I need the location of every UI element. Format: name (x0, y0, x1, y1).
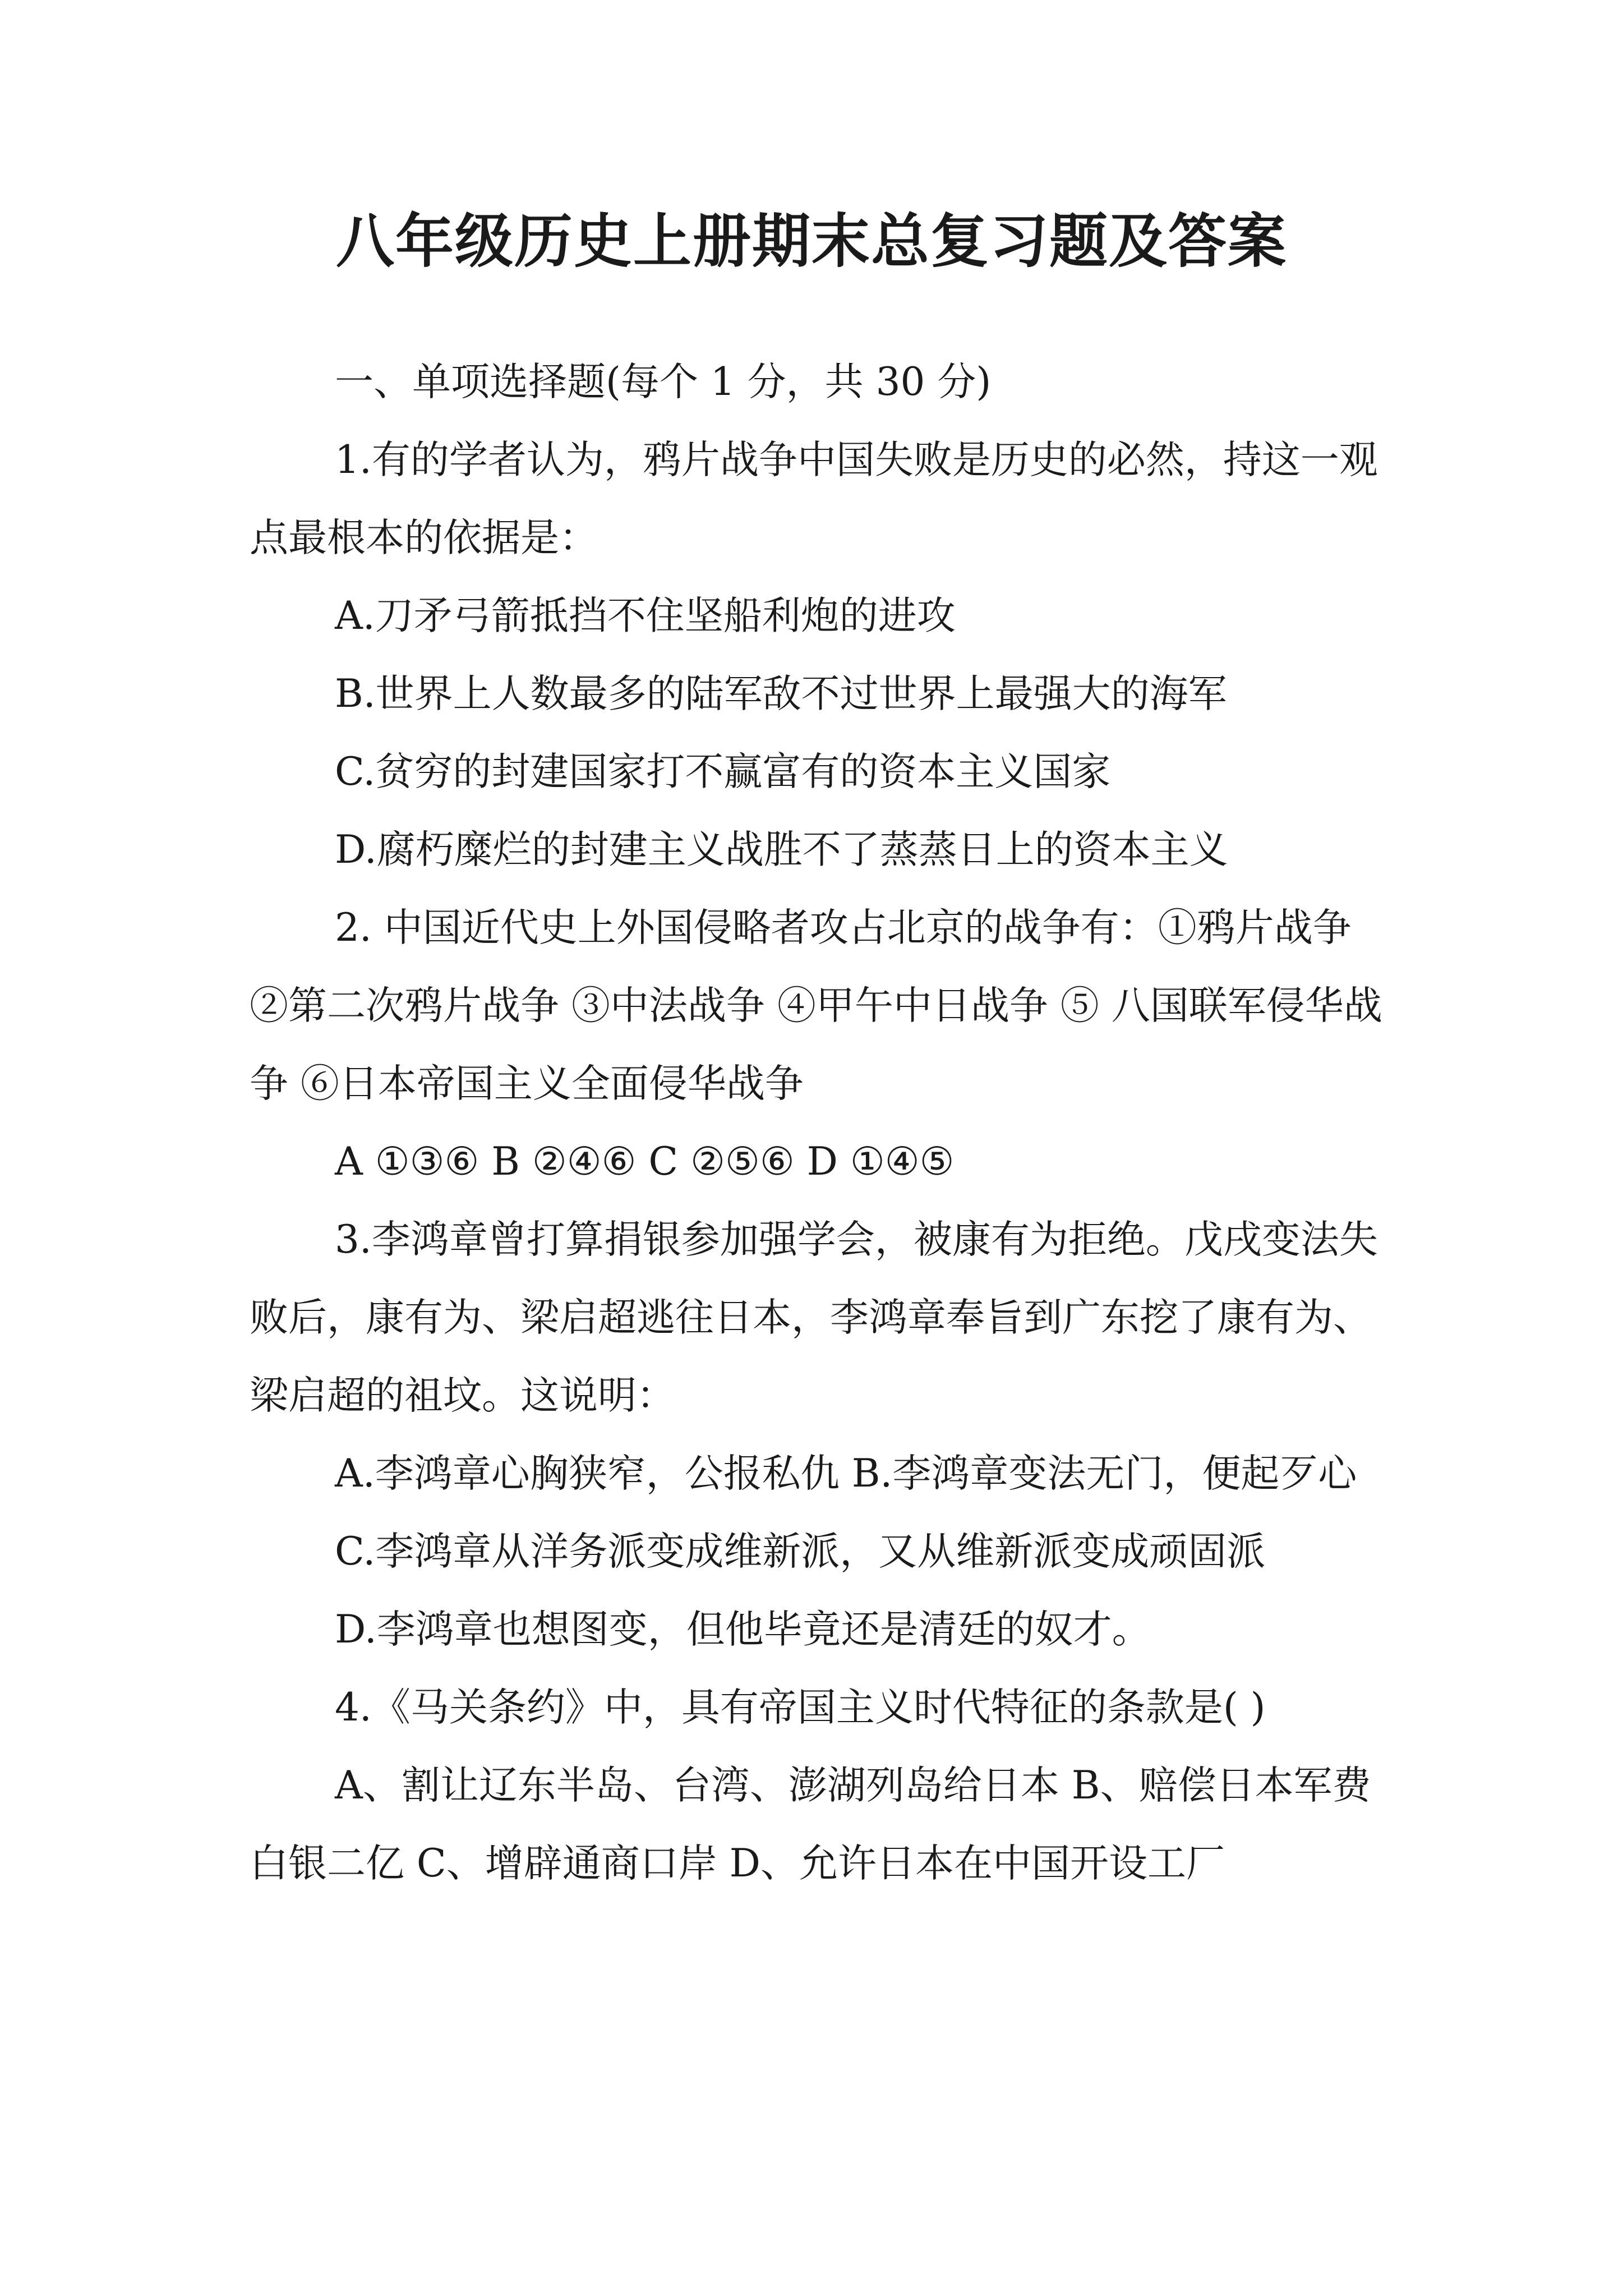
question-2: 2. 中国近代史上外国侵略者攻占北京的战争有：①鸦片战争 ②第二次鸦片战争 ③中法战争 ④甲午中日战争 ⑤ 八国联军侵华战争 ⑥日本帝国主义全面侵华战争 (250, 905, 1382, 1106)
document-title: 八年级历史上册期末总复习题及答案 (335, 207, 1287, 275)
question-3-options-ab: A.李鸿章心胸狭窄，公报私仇 B.李鸿章变法无门，便起歹心 (335, 1451, 1357, 1496)
question-4-options: A、割让辽东半岛、台湾、澎湖列岛给日本 B、赔偿日本军费白银二亿 C、增辟通商口岸 D、允许日本在中国开设工厂 (250, 1763, 1371, 1886)
section-heading: 一、单项选择题(每个 1 分，共 30 分) (335, 360, 992, 404)
question-3: 3.李鸿章曾打算捐银参加强学会，被康有为拒绝。戊戌变法失败后，康有为、梁启超逃往日本，李鸿章奉旨到广东挖了康有为、梁启超的祖坟。这说明： (250, 1217, 1378, 1418)
question-1-option-b: B.世界上人数最多的陆军敌不过世界上最强大的海军 (335, 671, 1227, 716)
question-1: 1.有的学者认为，鸦片战争中国失败是历史的必然，持这一观点最根本的依据是： (250, 438, 1378, 560)
question-4: 4.《马关条约》中，具有帝国主义时代特征的条款是( ) (335, 1685, 1266, 1730)
document-body (250, 343, 1388, 1903)
question-1-option-a: A.刀矛弓箭抵挡不住坚船利炮的进攻 (335, 593, 956, 638)
question-2-options: A ①③⑥ B ②④⑥ C ②⑤⑥ D ①④⑤ (335, 1139, 955, 1184)
question-1-option-d: D.腐朽糜烂的封建主义战胜不了蒸蒸日上的资本主义 (335, 827, 1228, 872)
question-3-option-d: D.李鸿章也想图变，但他毕竟还是清廷的奴才。 (335, 1607, 1151, 1652)
question-1-option-c: C.贫穷的封建国家打不赢富有的资本主义国家 (335, 749, 1111, 794)
question-3-option-c: C.李鸿章从洋务派变成维新派，又从维新派变成顽固派 (335, 1529, 1266, 1574)
